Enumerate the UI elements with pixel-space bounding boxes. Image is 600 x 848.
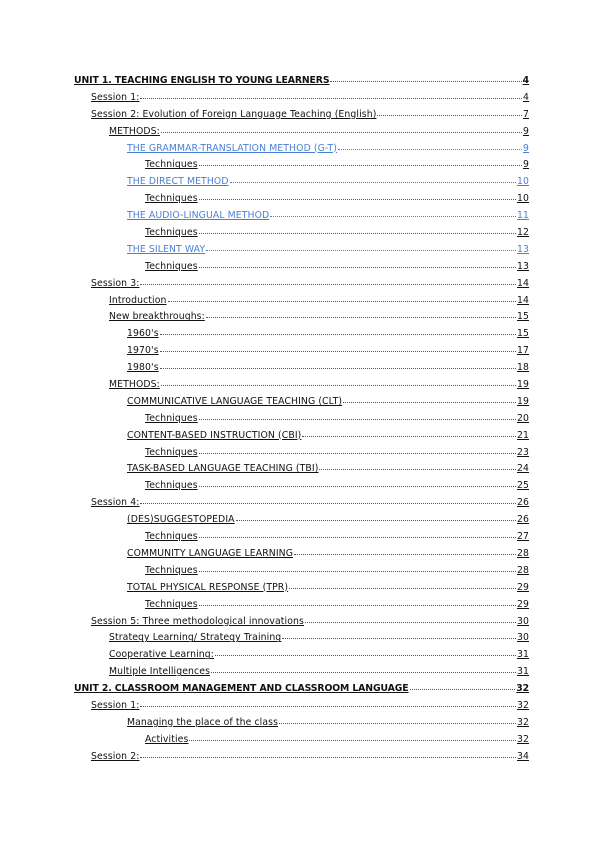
- toc-entry-title: TASK-BASED LANGUAGE TEACHING (TBI): [127, 463, 319, 475]
- toc-entry-page-number: 11: [516, 210, 529, 222]
- dot-leader: [140, 503, 515, 504]
- dot-leader: [140, 98, 522, 99]
- dot-leader: [343, 402, 516, 403]
- toc-entry-title: Techniques: [145, 446, 198, 458]
- toc-entry-page-number: 9: [522, 125, 529, 137]
- toc-entry-title: THE SILENT WAY: [127, 243, 206, 255]
- toc-entry-page-number: 15: [516, 328, 529, 340]
- dot-leader: [189, 740, 516, 741]
- toc-entry[interactable]: [74, 514, 529, 531]
- toc-entry-title: Strategy Learning/ Strategy Training: [109, 632, 282, 644]
- dot-leader: [199, 419, 516, 420]
- toc-entry-page-number: 29: [516, 581, 529, 593]
- dot-leader: [410, 689, 516, 690]
- toc-entry[interactable]: [74, 734, 529, 751]
- toc-entry-page-number: 32: [516, 683, 529, 695]
- toc-entry-title: 1980's: [127, 362, 159, 374]
- toc-entry-title: Managing the place of the class: [127, 716, 279, 728]
- toc-entry-page-number: 12: [516, 227, 529, 239]
- toc-entry-page-number: 31: [516, 666, 529, 678]
- dot-leader: [330, 81, 521, 82]
- toc-entry-page-number: 10: [516, 176, 529, 188]
- toc-entry-title: Techniques: [145, 531, 198, 543]
- toc-entry[interactable]: [74, 751, 529, 768]
- toc-entry-title: Session 5: Three methodological innovations: [91, 615, 304, 627]
- toc-entry[interactable]: [74, 193, 529, 210]
- toc-entry[interactable]: [74, 413, 529, 430]
- toc-entry-title: METHODS:: [109, 125, 160, 137]
- toc-entry-page-number: 7: [522, 108, 529, 120]
- toc-entry-title: 1960's: [127, 328, 159, 340]
- toc-unit-entry[interactable]: [74, 75, 529, 92]
- toc-entry[interactable]: [74, 548, 529, 565]
- toc-entry-page-number: 31: [516, 649, 529, 661]
- dot-leader: [161, 132, 522, 133]
- toc-entry-title: Introduction: [109, 294, 167, 306]
- toc-entry[interactable]: [74, 616, 529, 633]
- dot-leader: [160, 351, 516, 352]
- toc-entry[interactable]: [74, 497, 529, 514]
- toc-entry-title: UNIT 1. TEACHING ENGLISH TO YOUNG LEARNERS: [74, 75, 330, 86]
- table-of-contents: [74, 75, 529, 768]
- toc-entry-page-number: 21: [516, 429, 529, 441]
- toc-entry[interactable]: [74, 109, 529, 126]
- dot-leader: [160, 334, 516, 335]
- toc-entry-title: UNIT 2. CLASSROOM MANAGEMENT AND CLASSROOM LANGUAGE: [74, 683, 409, 695]
- toc-entry-page-number: 28: [516, 547, 529, 559]
- toc-entry-title: Techniques: [145, 564, 198, 576]
- toc-entry-page-number: 20: [516, 412, 529, 424]
- toc-entry[interactable]: [74, 666, 529, 683]
- toc-entry[interactable]: [74, 447, 529, 464]
- toc-entry-page-number: 34: [516, 750, 529, 762]
- dot-leader: [199, 165, 522, 166]
- toc-entry-title: Techniques: [145, 227, 198, 239]
- dot-leader: [199, 267, 516, 268]
- dot-leader: [294, 554, 516, 555]
- toc-entry-title: Activities: [145, 733, 189, 745]
- dot-leader: [377, 115, 522, 116]
- toc-entry[interactable]: [74, 430, 529, 447]
- toc-entry-title: TOTAL PHYSICAL RESPONSE (TPR): [127, 581, 289, 593]
- dot-leader: [168, 301, 516, 302]
- toc-entry[interactable]: [74, 295, 529, 312]
- toc-entry-title: THE GRAMMAR-TRANSLATION METHOD (G-T): [127, 142, 338, 154]
- toc-entry-title: Session 4:: [91, 497, 140, 509]
- dot-leader: [338, 149, 522, 150]
- toc-entry[interactable]: [74, 311, 529, 328]
- toc-entry-page-number: 4: [522, 91, 529, 103]
- dot-leader: [289, 588, 516, 589]
- toc-entry-title: New breakthroughs:: [109, 311, 205, 323]
- toc-entry-page-number: 29: [516, 598, 529, 610]
- toc-entry-page-number: 9: [522, 159, 529, 171]
- dot-leader: [199, 605, 516, 606]
- toc-entry[interactable]: [74, 261, 529, 278]
- toc-entry-page-number: 30: [516, 615, 529, 627]
- dot-leader: [305, 622, 516, 623]
- toc-entry-page-number: 23: [516, 446, 529, 458]
- toc-entry[interactable]: [74, 599, 529, 616]
- toc-entry[interactable]: [74, 244, 529, 261]
- toc-entry-page-number: 13: [516, 243, 529, 255]
- toc-entry-page-number: 17: [516, 345, 529, 357]
- toc-entry[interactable]: [74, 227, 529, 244]
- toc-entry-title: Session 1:: [91, 91, 140, 103]
- toc-entry-page-number: 19: [516, 395, 529, 407]
- dot-leader: [211, 672, 516, 673]
- toc-entry[interactable]: [74, 278, 529, 295]
- toc-entry[interactable]: [74, 649, 529, 666]
- toc-entry[interactable]: [74, 396, 529, 413]
- dot-leader: [302, 436, 516, 437]
- toc-entry-title: Session 2:: [91, 750, 140, 762]
- toc-entry-title: Techniques: [145, 480, 198, 492]
- toc-entry-page-number: 9: [522, 142, 529, 154]
- toc-entry[interactable]: [74, 362, 529, 379]
- toc-entry[interactable]: [74, 717, 529, 734]
- dot-leader: [199, 571, 516, 572]
- toc-entry-page-number: 30: [516, 632, 529, 644]
- dot-leader: [161, 385, 516, 386]
- toc-entry-page-number: 32: [516, 716, 529, 728]
- toc-entry-page-number: 26: [516, 514, 529, 526]
- toc-entry[interactable]: [74, 126, 529, 143]
- toc-entry[interactable]: [74, 345, 529, 362]
- dot-leader: [230, 182, 516, 183]
- toc-entry[interactable]: [74, 632, 529, 649]
- dot-leader: [199, 199, 516, 200]
- toc-entry-title: Session 1:: [91, 699, 140, 711]
- toc-entry[interactable]: [74, 379, 529, 396]
- toc-entry-page-number: 13: [516, 260, 529, 272]
- toc-entry[interactable]: [74, 700, 529, 717]
- dot-leader: [279, 723, 516, 724]
- toc-entry-title: (DES)SUGGESTOPEDIA: [127, 514, 235, 526]
- toc-entry-title: Session 3:: [91, 277, 140, 289]
- toc-entry[interactable]: [74, 210, 529, 227]
- dot-leader: [270, 216, 516, 217]
- dot-leader: [140, 284, 515, 285]
- toc-entry-page-number: 4: [522, 75, 529, 86]
- toc-entry-page-number: 14: [516, 277, 529, 289]
- toc-entry[interactable]: [74, 480, 529, 497]
- dot-leader: [140, 706, 515, 707]
- toc-entry[interactable]: [74, 176, 529, 193]
- toc-entry-page-number: 28: [516, 564, 529, 576]
- toc-entry-page-number: 26: [516, 497, 529, 509]
- toc-entry[interactable]: [74, 328, 529, 345]
- dot-leader: [199, 233, 516, 234]
- dot-leader: [199, 537, 516, 538]
- toc-entry-page-number: 10: [516, 193, 529, 205]
- toc-entry-title: THE AUDIO-LINGUAL METHOD: [127, 210, 270, 222]
- toc-entry-title: Techniques: [145, 159, 198, 171]
- dot-leader: [319, 469, 515, 470]
- toc-entry-title: Techniques: [145, 193, 198, 205]
- dot-leader: [160, 368, 516, 369]
- toc-entry-page-number: 27: [516, 531, 529, 543]
- toc-entry-page-number: 32: [516, 733, 529, 745]
- toc-entry-title: Multiple Intelligences: [109, 666, 211, 678]
- toc-unit-entry[interactable]: [74, 683, 529, 700]
- dot-leader: [215, 655, 516, 656]
- toc-entry-title: METHODS:: [109, 379, 160, 391]
- dot-leader: [236, 520, 516, 521]
- toc-entry-page-number: 24: [516, 463, 529, 475]
- toc-entry-title: Cooperative Learning:: [109, 649, 215, 661]
- toc-entry[interactable]: [74, 565, 529, 582]
- toc-entry[interactable]: [74, 463, 529, 480]
- toc-entry[interactable]: [74, 143, 529, 160]
- toc-entry-page-number: 14: [516, 294, 529, 306]
- toc-entry-page-number: 32: [516, 699, 529, 711]
- toc-entry[interactable]: [74, 92, 529, 109]
- toc-entry-title: 1970's: [127, 345, 159, 357]
- toc-entry-title: COMMUNICATIVE LANGUAGE TEACHING (CLT): [127, 395, 343, 407]
- toc-entry-title: Techniques: [145, 598, 198, 610]
- toc-entry[interactable]: [74, 159, 529, 176]
- dot-leader: [140, 757, 515, 758]
- toc-entry-page-number: 19: [516, 379, 529, 391]
- toc-entry[interactable]: [74, 582, 529, 599]
- toc-entry-title: Techniques: [145, 260, 198, 272]
- toc-entry-page-number: 18: [516, 362, 529, 374]
- toc-entry-page-number: 15: [516, 311, 529, 323]
- dot-leader: [199, 453, 516, 454]
- toc-entry-title: Session 2: Evolution of Foreign Language Teaching (English): [91, 108, 377, 120]
- toc-entry-page-number: 25: [516, 480, 529, 492]
- toc-entry-title: COMMUNITY LANGUAGE LEARNING: [127, 547, 294, 559]
- dot-leader: [282, 638, 516, 639]
- toc-entry-title: THE DIRECT METHOD: [127, 176, 229, 188]
- dot-leader: [206, 317, 516, 318]
- toc-entry-title: Techniques: [145, 412, 198, 424]
- dot-leader: [206, 250, 516, 251]
- toc-entry[interactable]: [74, 531, 529, 548]
- dot-leader: [199, 486, 516, 487]
- toc-entry-title: CONTENT-BASED INSTRUCTION (CBI): [127, 429, 302, 441]
